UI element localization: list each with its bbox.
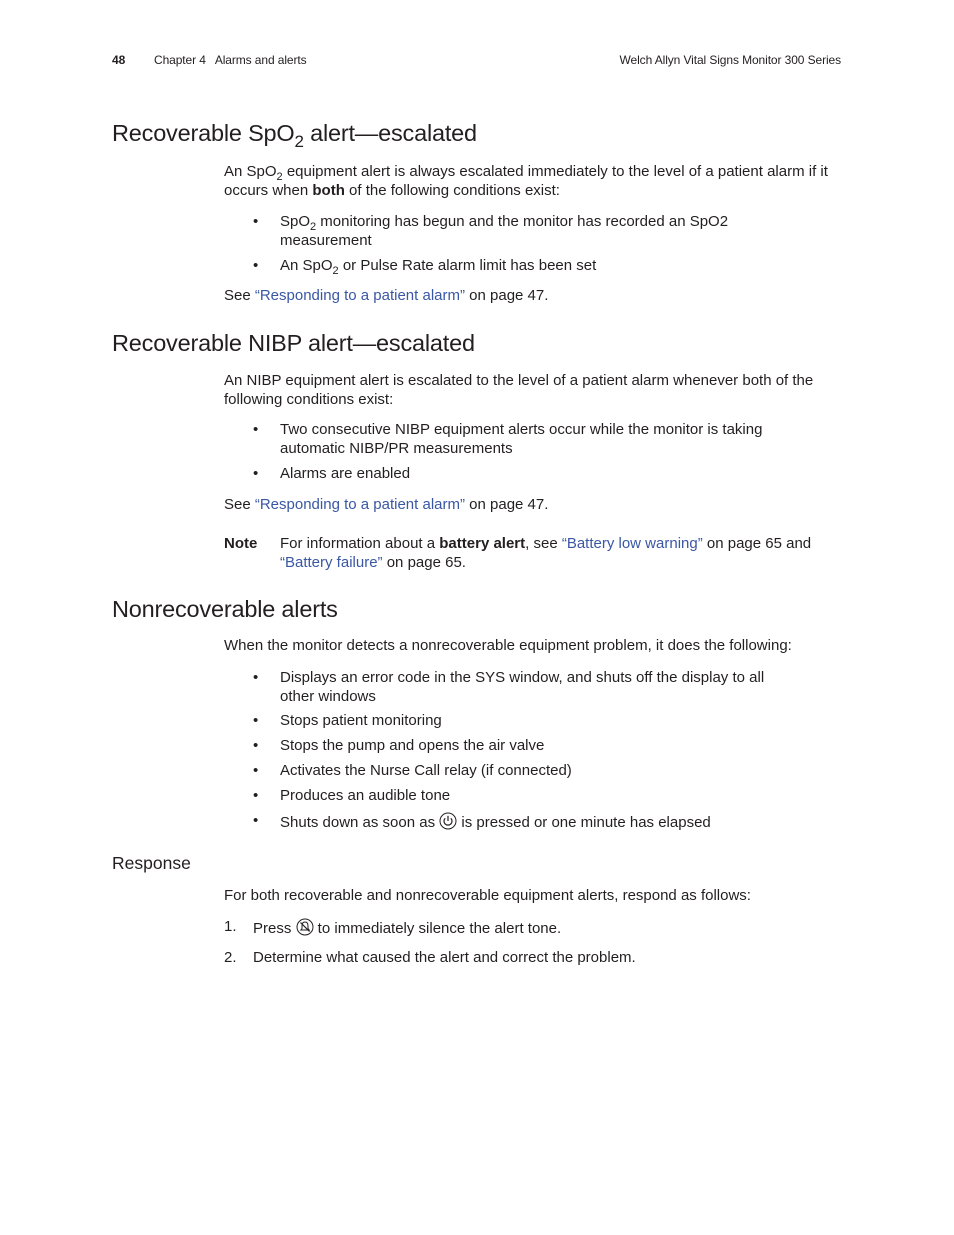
heading-recoverable-nibp: Recoverable NIBP alert—escalated [112,330,475,356]
product-title: Welch Allyn Vital Signs Monitor 300 Series [619,53,841,67]
heading-response: Response [112,853,191,873]
bullet: • [253,812,259,829]
link-battery-low-warning[interactable]: “Battery low warning” [561,535,703,552]
bullet: • [253,465,259,482]
bullet: • [253,257,259,274]
step-number: 1. [224,918,237,935]
step-number: 2. [224,949,237,966]
nibp-intro: An NIBP equipment alert is escalated to the level of a patient alarm whenever both of the following conditions exist: [224,372,814,408]
list-item: • Two consecutive NIBP equipment alerts occur while the monitor is taking automatic NIBP/PR measurements [253,421,763,457]
list-item: 2. Determine what caused the alert and correct the problem. [224,949,636,966]
link-responding-patient-alarm[interactable]: “Responding to a patient alarm” [254,496,465,513]
bullet: • [253,762,259,779]
nonrecoverable-intro: When the monitor detects a nonrecoverable equipment problem, it does the following: [224,637,792,654]
list-item: • Alarms are enabled [253,465,411,482]
chapter-title: Chapter 4 Alarms and alerts [154,53,307,67]
bullet: • [253,787,259,804]
list-item: • SpO$_2$ monitoring has begun and the monitor has recorded an SpO2 measurement [253,213,729,249]
bullet: • [253,421,259,438]
heading-nonrecoverable-alerts: Nonrecoverable alerts [112,596,338,622]
list-item: • An SpO$_2$ or Pulse Rate alarm limit has been set [253,257,597,277]
power-icon [439,812,457,830]
note-label: Note [224,535,258,552]
spo2-intro: An SpO$_2$ equipment alert is always escalated immediately to the level of a patient alarm if it occurs when both of the following conditions exist: [224,163,828,199]
link-responding-patient-alarm[interactable]: “Responding to a patient alarm” [254,287,465,304]
heading-recoverable-spo2: Recoverable SpO$_2$ alert—escalated [112,120,477,151]
list-item: • Shuts down as soon as is pressed or one minute has elapsed [253,812,711,831]
list-item: • Produces an audible tone [253,787,451,804]
list-item: 1. Press to immediately silence the alert tone. [224,918,562,937]
list-item: • Displays an error code in the SYS window, and shuts off the display to all other windows [253,669,765,705]
bullet: • [253,669,259,686]
bullet: • [253,213,259,230]
alarm-silence-icon [296,918,314,936]
list-item: • Stops the pump and opens the air valve [253,737,545,754]
list-item: • Activates the Nurse Call relay (if connected) [253,762,572,779]
page-number: 48 [112,53,126,67]
list-item: • Stops patient monitoring [253,712,442,729]
bullet: • [253,737,259,754]
spo2-see-also: See “Responding to a patient alarm” on page 47. [224,287,549,304]
response-intro: For both recoverable and nonrecoverable equipment alerts, respond as follows: [224,887,751,904]
nibp-see-also: See “Responding to a patient alarm” on page 47. [224,496,549,513]
link-battery-failure[interactable]: “Battery failure” [280,553,383,571]
note: Note For information about a battery alert, see “Battery low warning” on page 65 and “Battery failure” on page 65. [224,535,812,571]
bullet: • [253,712,259,729]
